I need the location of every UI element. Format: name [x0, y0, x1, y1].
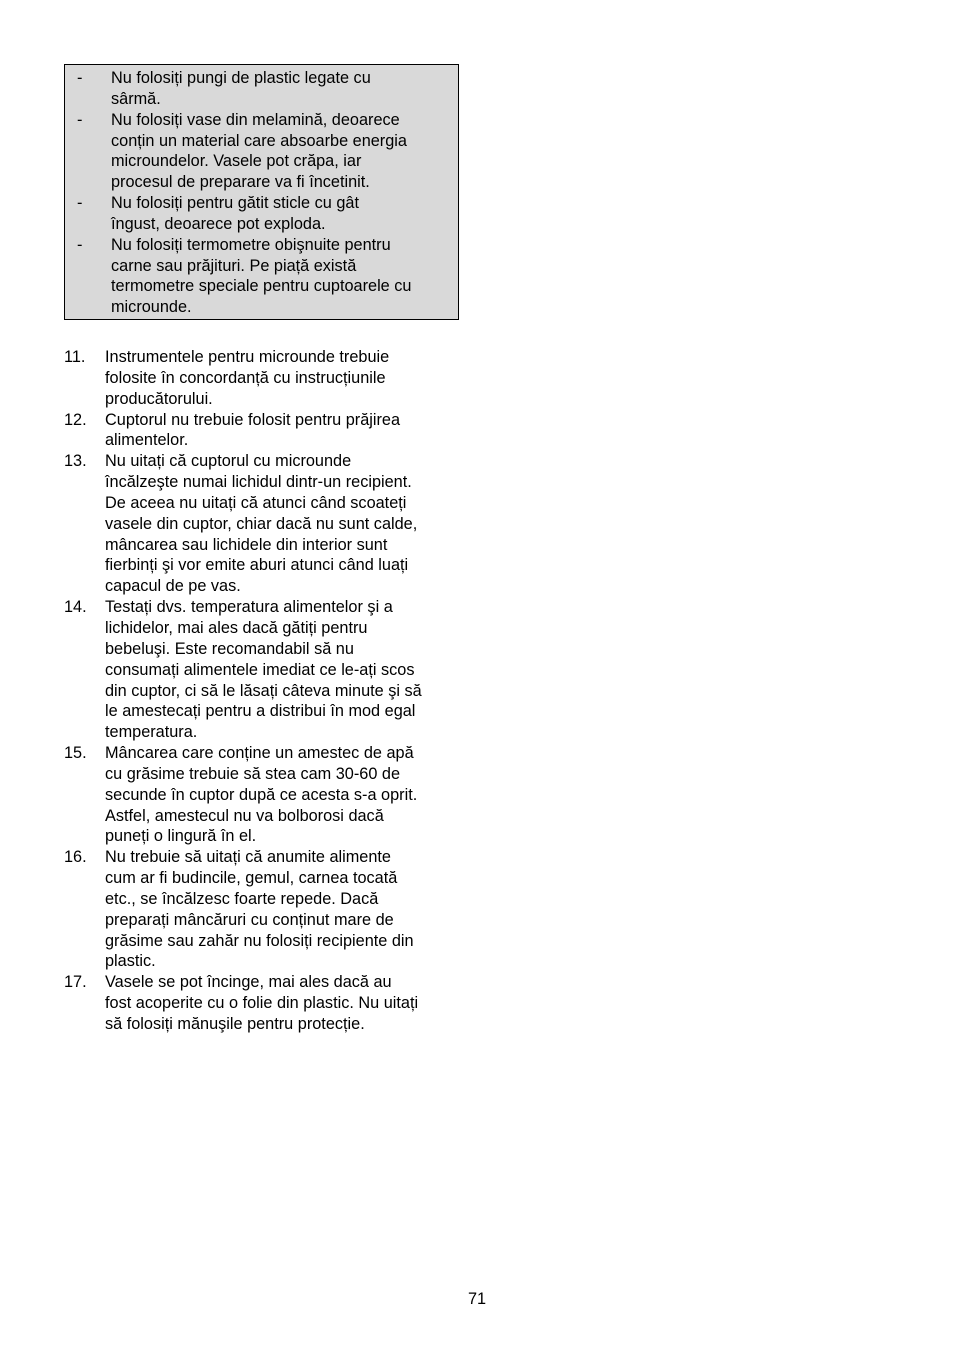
item-line: producătorului.: [105, 389, 213, 408]
bullet-dash: -: [77, 69, 83, 87]
note-line: Nu folosiți termometre obişnuite pentru: [111, 235, 391, 254]
note-line: Nu folosiți pungi de plastic legate cu: [111, 69, 371, 87]
note-item-bottles: [65, 193, 458, 235]
item-line: capacul de pe vas.: [105, 577, 241, 596]
list-item-16: [64, 847, 464, 972]
note-line: Nu folosiți pentru gătit sticle cu gât: [111, 194, 359, 213]
page-number: 71: [467, 1290, 487, 1308]
bullet-dash: -: [77, 194, 83, 213]
item-line: fierbinți şi vor emite aburi atunci când luați: [105, 556, 409, 575]
warning-note-box: [64, 64, 459, 320]
item-line: alimentelor.: [105, 431, 189, 450]
item-number: 15.: [64, 744, 87, 763]
item-line: bebeluşi. Este recomandabil să nu: [105, 639, 354, 658]
item-line: Vasele se pot încinge, mai ales dacă au: [105, 973, 392, 992]
note-line: Nu folosiți vase din melamină, deoarece: [111, 110, 400, 129]
note-line: sârmă.: [111, 89, 161, 108]
note-line: procesul de preparare va fi încetinit.: [111, 173, 370, 192]
bullet-dash: -: [77, 110, 83, 129]
item-line: secunde în cuptor după ce acesta s-a oprit.: [105, 785, 418, 804]
item-number: 13.: [64, 452, 87, 471]
note-item-thermometers: [65, 235, 458, 318]
item-text: [105, 972, 464, 1035]
item-line: fost acoperite cu o folie din plastic. Nu uitați: [105, 994, 419, 1013]
item-line: Astfel, amestecul nu va bolborosi dacă: [105, 806, 384, 825]
note-line: carne sau prăjituri. Pe piață există: [111, 256, 357, 275]
item-text: [105, 743, 464, 847]
item-line: preparați mâncăruri cu conținut mare de: [105, 910, 394, 929]
item-line: plastic.: [105, 952, 156, 971]
item-number: 17.: [64, 973, 87, 992]
item-number: 11.: [64, 348, 86, 366]
item-line: mâncarea sau lichidele din interior sunt: [105, 535, 388, 554]
item-line: lichidelor, mai ales dacă gătiți pentru: [105, 618, 368, 637]
item-line: Cuptorul nu trebuie folosit pentru prăjirea: [105, 410, 401, 429]
item-line: consumați alimentele imediat ce le-ați scos: [105, 660, 415, 679]
item-line: le amestecați pentru a distribui în mod egal: [105, 702, 416, 721]
note-item-melamine: [65, 110, 458, 193]
note-text: [111, 235, 458, 318]
note-line: îngust, deoarece pot exploda.: [111, 214, 326, 233]
item-number: 16.: [64, 848, 87, 867]
note-line: termometre speciale pentru cuptoarele cu: [111, 277, 412, 296]
note-line: microunde.: [111, 298, 192, 317]
item-text: [105, 597, 464, 743]
item-text: [105, 451, 464, 597]
item-number: 14.: [64, 598, 87, 617]
note-text: [111, 110, 458, 193]
instructions-list: [64, 347, 464, 1035]
note-text: [111, 193, 458, 235]
item-text: [105, 347, 464, 410]
list-item-15: [64, 743, 464, 847]
item-line: grăsime sau zahăr nu folosiți recipiente din: [105, 931, 414, 950]
item-line: din cuptor, ci să le lăsați câteva minute şi să: [105, 681, 422, 700]
item-line: încălzeşte numai lichidul dintr-un recipient.: [105, 473, 412, 492]
item-line: vasele din cuptor, chiar dacă nu sunt calde,: [105, 514, 418, 533]
item-number: 12.: [64, 410, 87, 429]
list-item-12: [64, 410, 464, 452]
item-line: folosite în concordanță cu instrucțiunile: [105, 368, 386, 387]
item-line: Instrumentele pentru microunde trebuie: [105, 348, 390, 366]
list-item-13: [64, 451, 464, 597]
item-line: cu grăsime trebuie să stea cam 30-60 de: [105, 764, 401, 783]
item-line: De aceea nu uitați că atunci când scoateți: [105, 493, 407, 512]
note-line: conțin un material care absoarbe energia: [111, 131, 407, 150]
item-line: Testați dvs. temperatura alimentelor şi a: [105, 598, 393, 617]
list-item-17: [64, 972, 464, 1035]
note-text: [111, 68, 458, 110]
item-line: cum ar fi budincile, gemul, carnea tocată: [105, 869, 398, 888]
item-line: Nu uitați că cuptorul cu microunde: [105, 452, 352, 471]
bullet-dash: -: [77, 235, 83, 254]
item-text: [105, 410, 464, 452]
note-line: microundelor. Vasele pot crăpa, iar: [111, 152, 362, 171]
item-text: [105, 847, 464, 972]
note-item-plastic-bags: [65, 68, 458, 110]
item-line: temperatura.: [105, 723, 198, 742]
item-line: să folosiți mănuşile pentru protecție.: [105, 1015, 365, 1033]
item-line: Nu trebuie să uitați că anumite alimente: [105, 848, 391, 867]
item-line: Mâncarea care conține un amestec de apă: [105, 744, 414, 763]
list-item-14: [64, 597, 464, 743]
list-item-11: [64, 347, 464, 410]
item-line: puneți o lingură în el.: [105, 827, 257, 846]
item-line: etc., se încălzesc foarte repede. Dacă: [105, 889, 379, 908]
